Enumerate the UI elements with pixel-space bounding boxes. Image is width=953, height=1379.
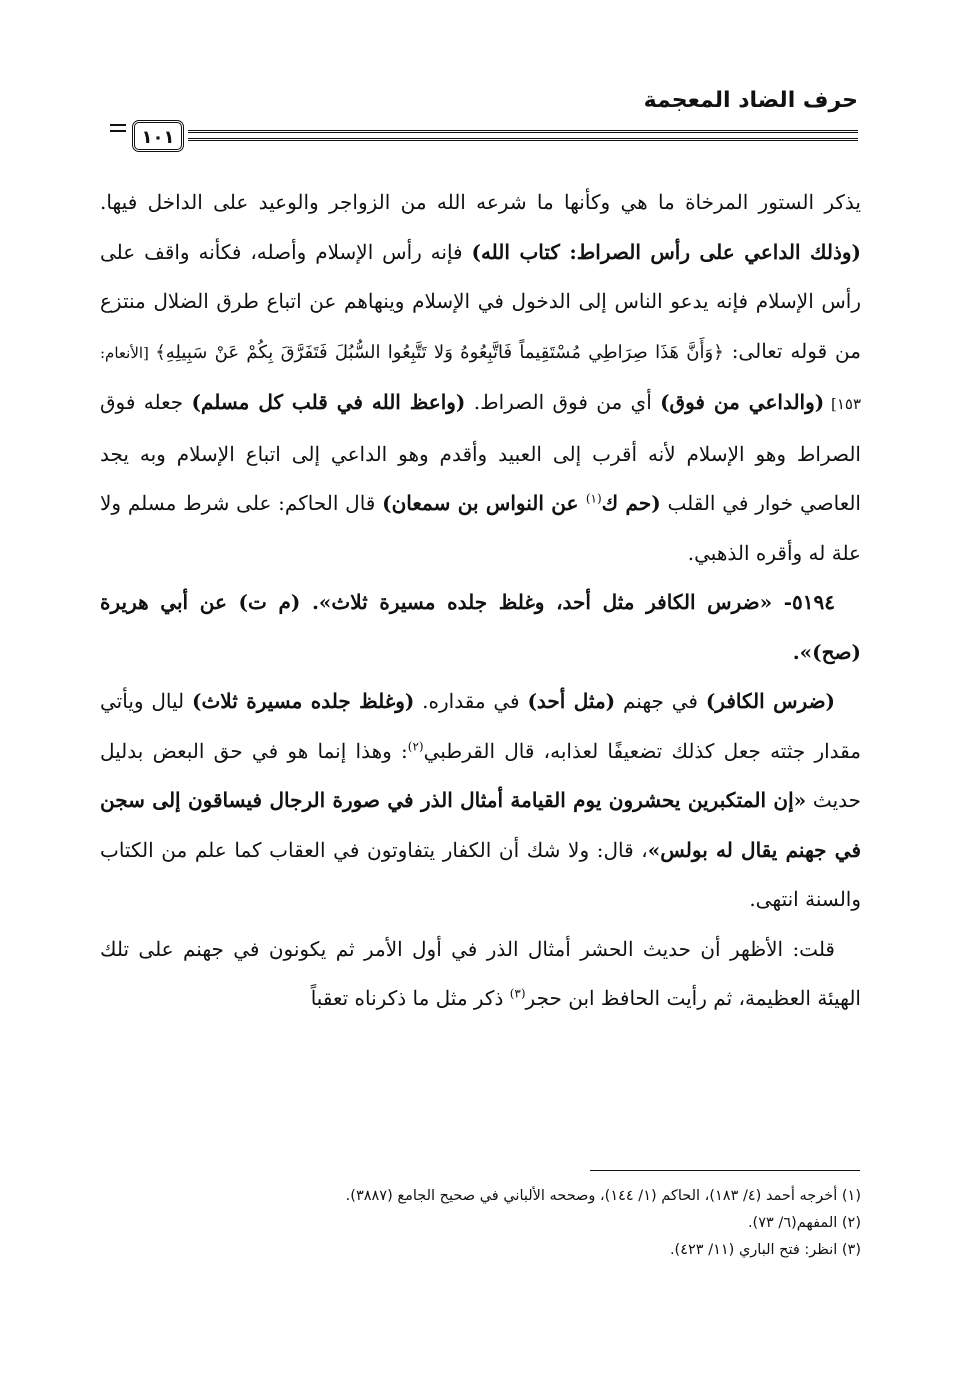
- page-title: حرف الضاد المعجمة: [643, 88, 858, 113]
- bold-run: (وغلظ جلده مسيرة ثلاث): [191, 689, 415, 713]
- header-rule: [110, 118, 858, 158]
- bold-run: (وذلك الداعي على رأس الصراط: كتاب الله): [471, 239, 861, 264]
- verse-reference: [الأنعام: ١٥٣]: [100, 343, 861, 413]
- footnote: (١) أخرجه أحمد (٤/ ١٨٣)، الحاكم (١/ ١٤٤)، وصححه الألباني في صحيح الجامع (٣٨٨٧).: [345, 1188, 861, 1204]
- bold-run: (حم ك: [601, 491, 661, 515]
- bold-run: (واعظ الله في قلب كل مسلم): [191, 390, 466, 414]
- footnote-divider: [590, 1170, 860, 1171]
- text-run: فإنه رأس الإسلام وأصله، فكأنه واقف على رأس الإسلام فإنه يدعو الناس إلى الدخول في الإسلام وينهاهم عن اتباع طرق الضلال منتزع من قوله تعالى:: [100, 239, 861, 363]
- text-run: : وهذا إنما هو في حق البعض بدليل حديث: [100, 738, 861, 812]
- text-run: أي من فوق الصراط.: [465, 390, 661, 414]
- bold-run: عن النواس بن سمعان): [382, 491, 586, 515]
- footnote: (٣) انظر: فتح الباري (١١/ ٤٢٣).: [669, 1242, 861, 1258]
- bold-run: (والداعي من فوق): [660, 390, 825, 414]
- footnote-ref[interactable]: (٢): [407, 738, 424, 753]
- text-run: قال الحاكم: على شرط مسلم ولا علة له وأقره الذهبي.: [100, 491, 861, 565]
- bold-run: «إن المتكبرين يحشرون يوم القيامة أمثال الذر في صورة الرجال فيساقون إلى سجن في جهنم يقال له بولس»: [100, 788, 862, 862]
- paragraph-commentary-2: [100, 677, 861, 925]
- paragraph-commentary-1: [100, 178, 861, 578]
- text-run: قلت: الأظهر أن حديث الحشر أمثال الذر في أول الأمر ثم يكونون في جهنم على تلك الهيئة العظيمة، ثم رأيت الحافظ ابن حجر: [100, 936, 861, 1010]
- text-run: ليال ويأتي مقدار جثته جعل كذلك تضعيفًا لعذابه، قال القرطبي: [100, 689, 861, 763]
- quran-verse: ﴿وَأَنَّ هَذَا صِرَاطِي مُسْتَقِيماً فَاتَّبِعُوهُ وَلا تَتَّبِعُوا السُّبُلَ فَتَفَرَّقَ بِكُمْ عَنْ سَبِيلِهِ﴾: [155, 341, 724, 363]
- main-text: [100, 178, 861, 1024]
- text-run: في جهنم: [615, 689, 706, 713]
- text-run: ذكر مثل ما ذكرناه تعقباً: [310, 986, 510, 1010]
- text-run: ، قال: ولا شك أن الكفار يتفاوتون في العقاب كما علم من الكتاب والسنة انتهى.: [100, 837, 861, 911]
- rule-line: [188, 138, 858, 141]
- rule-end-mark: [110, 124, 126, 132]
- bold-run: (ضرس الكافر): [705, 689, 836, 713]
- text-run: يذكر الستور المرخاة ما هي وكأنها ما شرعه الله من الزواجر والوعيد على الداخل فيها.: [100, 190, 861, 214]
- footnote-ref[interactable]: (١): [585, 491, 602, 506]
- page-number: ١٠١: [132, 120, 184, 152]
- footnotes: [100, 1183, 861, 1264]
- paragraph-commentary-3: [100, 925, 861, 1024]
- footnote-ref[interactable]: (٣): [509, 986, 526, 1001]
- text-run: في مقداره.: [414, 689, 528, 713]
- text-run: جعله فوق الصراط وهو الإسلام لأنه أقرب إلى العبيد وأقدم وهو الداعي إلى اتباع الإسلام وبه يجد العاصي خوار في القلب: [100, 390, 861, 515]
- rule-line: [188, 130, 858, 133]
- hadith-entry: ٥١٩٤- «ضرس الكافر مثل أحد، وغلظ جلده مسيرة ثلاث». (م ت) عن أبي هريرة (صح)».: [100, 590, 861, 664]
- footnote: (٢) المفهم(٦/ ٧٣).: [747, 1215, 861, 1231]
- bold-run: (مثل أحد): [527, 689, 616, 713]
